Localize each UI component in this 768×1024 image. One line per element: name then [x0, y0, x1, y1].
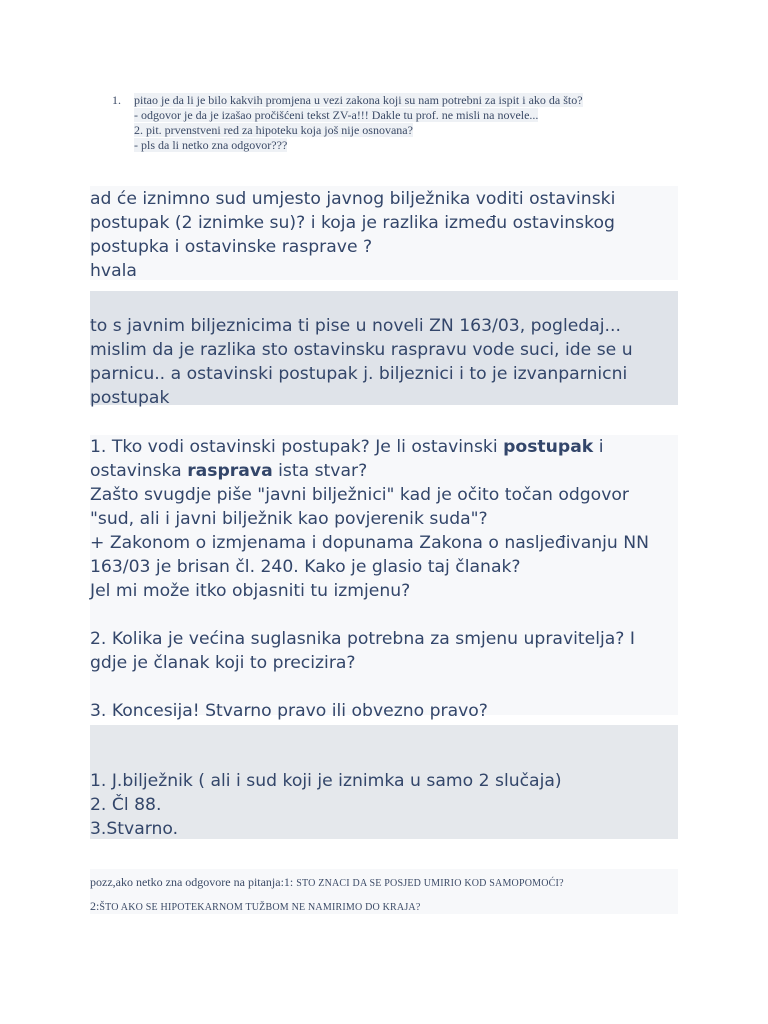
post-line: 3. Koncesija! Stvarno pravo ili obvezno pravo?: [90, 701, 488, 721]
post-line: hvala: [90, 261, 137, 281]
list-line: - odgovor je da je izašao pročišćeni tekst ZV-a!!! Dakle tu prof. ne misli na novele...: [134, 108, 539, 122]
post-line: 2. Kolika je većina suglasnika potrebna za smjenu upravitelja? I: [90, 629, 635, 649]
post-line: 2. Čl 88.: [90, 795, 162, 815]
post-line: postupak (2 iznimke su)? i koja je razlika između ostavinskog: [90, 213, 615, 233]
post-line: postupak: [90, 388, 170, 408]
post-line: 163/03 je brisan čl. 240. Kako je glasio taj članak?: [90, 557, 521, 577]
post-line: 3.Stvarno.: [90, 819, 179, 839]
post-line: gdje je članak koji to precizira?: [90, 653, 356, 673]
post-line: to s javnim biljeznicima ti pise u noveli ZN 163/03, pogledaj...: [90, 316, 621, 336]
post-line: 1. Tko vodi ostavinski postupak? Je li ostavinski postupak i: [90, 437, 604, 457]
post-line: mislim da je razlika sto ostavinsku raspravu vode suci, ide se u: [90, 340, 633, 360]
forum-post-questions: [90, 435, 678, 721]
post-line: Zašto svugdje piše "javni bilježnici" kad je očito točan odgovor: [90, 485, 629, 505]
post-line: ostavinska rasprava ista stvar?: [90, 461, 368, 481]
post-line: parnicu.. a ostavinski postupak j. biljeznici i to je izvanparnicni: [90, 364, 628, 384]
post-line: 1. J.bilježnik ( ali i sud koji je iznimka u samo 2 slučaja): [90, 771, 562, 791]
forum-post-question: [90, 186, 678, 280]
question-list: [90, 93, 678, 153]
post-line: pozz,ako netko zna odgovore na pitanja:1: STO ZNACI DA SE POSJED UMIRIO KOD SAMOPOMOĆI?: [90, 875, 564, 889]
forum-post-reply: [90, 291, 678, 408]
post-line: 2:ŠTO AKO SE HIPOTEKARNOM TUŽBOM NE NAMIRIMO DO KRAJA?: [90, 899, 421, 913]
post-line: ad će iznimno sud umjesto javnog bilježnika voditi ostavinski: [90, 189, 616, 209]
post-line: Jel mi može itko objasniti tu izmjenu?: [90, 581, 411, 601]
post-line: "sud, ali i javni bilježnik kao povjerenik suda"?: [90, 509, 488, 529]
list-number: 1.: [112, 93, 121, 107]
list-line: - pls da li netko zna odgovor???: [134, 138, 288, 152]
forum-post-followup: [90, 869, 678, 914]
forum-post-answers: [90, 725, 678, 839]
post-line: + Zakonom o izmjenama i dopunama Zakona o nasljeđivanju NN: [90, 533, 649, 553]
post-line: postupka i ostavinske rasprave ?: [90, 237, 373, 257]
list-line: pitao je da li je bilo kakvih promjena u vezi zakona koji su nam potrebni za ispit i ako da što?: [134, 93, 583, 107]
list-line: 2. pit. prvenstveni red za hipoteku koja još nije osnovana?: [134, 123, 413, 137]
